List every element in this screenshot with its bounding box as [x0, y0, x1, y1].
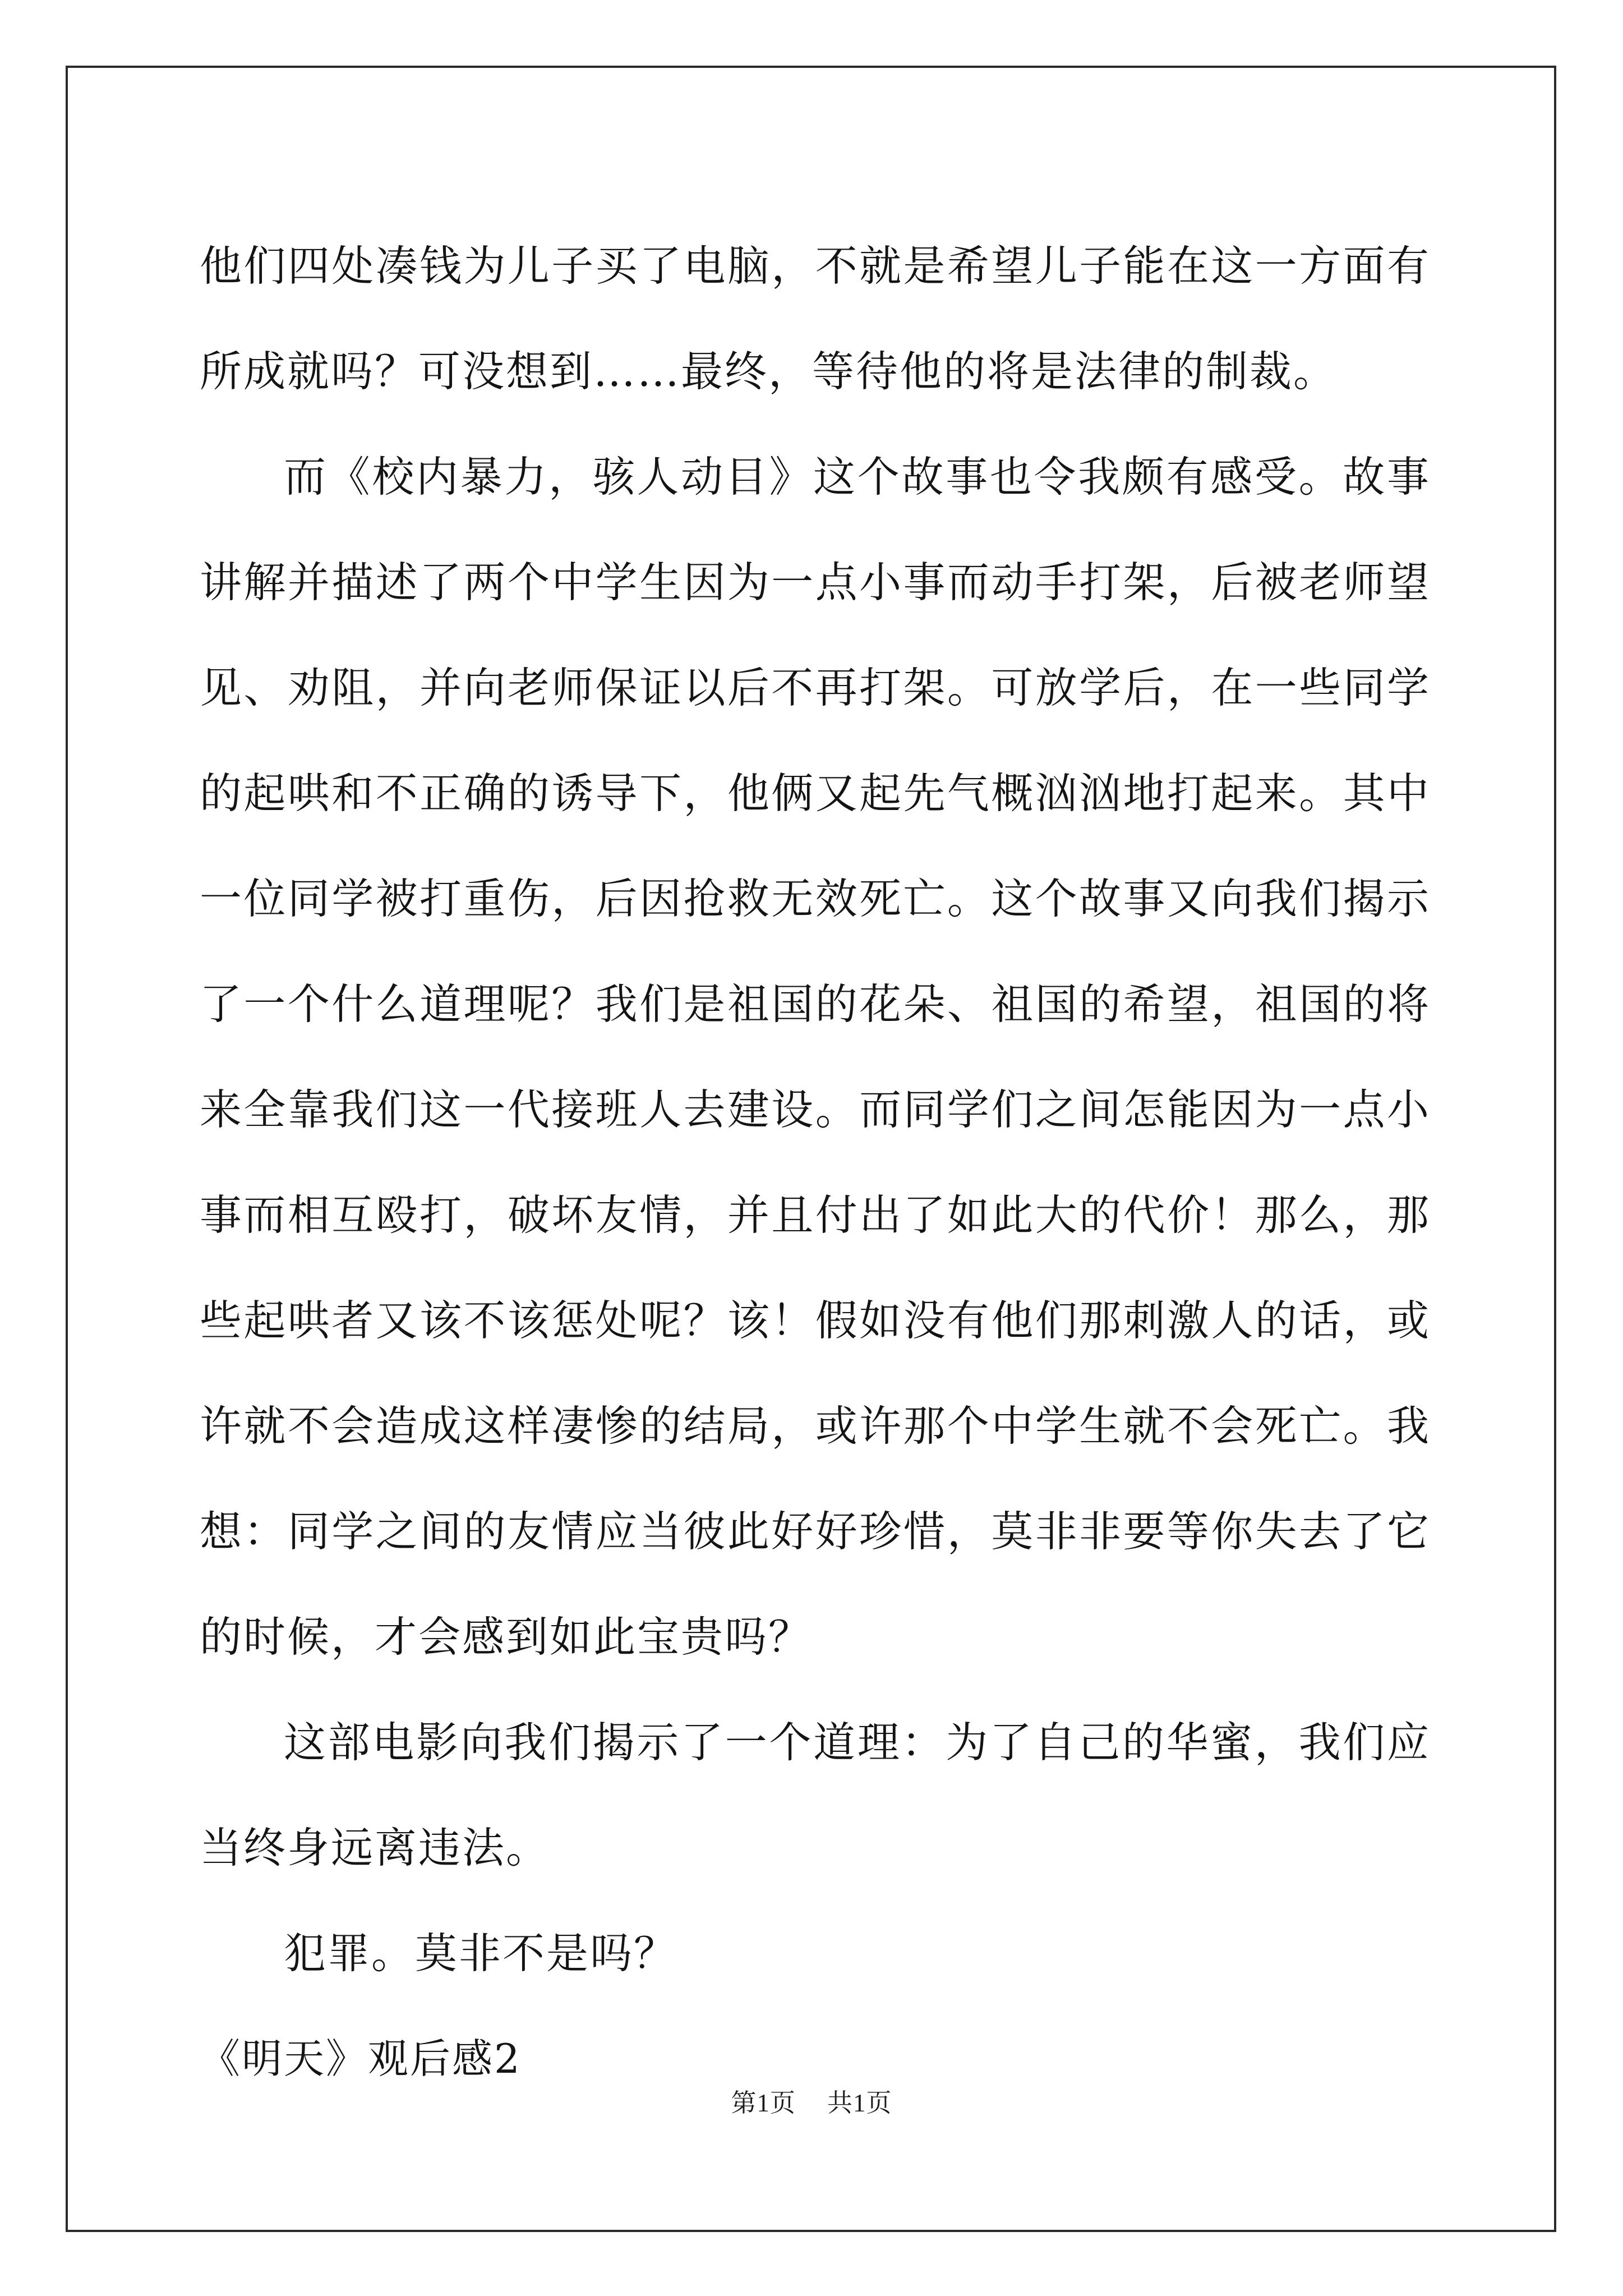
page-footer [0, 2082, 1623, 2119]
page-total: 共1页 [827, 2089, 892, 2117]
document-body [200, 213, 1431, 2111]
paragraph-4: 犯罪。莫非不是吗？ [284, 1929, 678, 1978]
paragraph-3: 这部电影向我们揭示了一个道理：为了自己的华蜜，我们应当终身远离违法。 [200, 1718, 1431, 1872]
section-heading: 《明天》观后感2 [200, 2035, 522, 2082]
page-number: 第1页 [731, 2089, 796, 2117]
paragraph-2: 而《校内暴力，骇人动目》这个故事也令我颇有感受。故事讲解并描述了两个中学生因为一点小事而动手打架，后被老师望见、劝阻，并向老师保证以后不再打架。可放学后，在一些同学的起哄和不正确的诱导下，他俩又起先气概汹汹地打起来。其中一位同学被打重伤，后因抢救无效死亡。这个故事又向我们揭示了一个什么道理呢？我们是祖国的花朵、祖国的希望，祖国的将来全靠我们这一代接班人去建设。而同学们之间怎能因为一点小事而相互殴打，破坏友情，并且付出了如此大的代价！那么，那些起哄者又该不该惩处呢？该！假如没有他们那刺激人的话，或许就不会造成这样凄惨的结局，或许那个中学生就不会死亡。我想：同学之间的友情应当彼此好好珍惜，莫非非要等你失去了它的时候，才会感到如此宝贵吗？ [200, 452, 1431, 1662]
paragraph-1: 他们四处凑钱为儿子买了电脑，不就是希望儿子能在这一方面有所成就吗？可没想到……最终，等待他的将是法律的制裁。 [200, 241, 1431, 396]
